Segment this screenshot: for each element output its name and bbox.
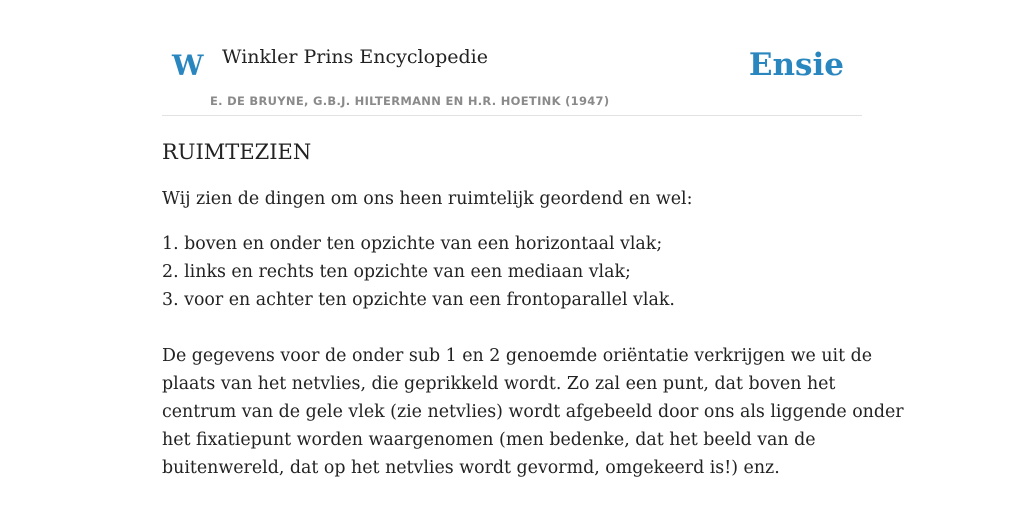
paragraph-line: De gegevens voor de onder sub 1 en 2 genoemde oriëntatie verkrijgen we uit de — [162, 346, 873, 367]
paragraph-line: plaats van het netvlies, die geprikkeld wordt. Zo zal een punt, dat boven het — [162, 374, 836, 395]
article-body — [162, 138, 904, 482]
list-item: 3. voor en achter ten opzichte van een frontoparallel vlak. — [162, 290, 675, 311]
paragraph-line: buitenwereld, dat op het netvlies wordt gevormd, omgekeerd is!) enz. — [162, 458, 780, 479]
paragraph-line-with-link: centrum van de gele vlek (zie netvlies) wordt afgebeeld door ons als liggende onder — [162, 402, 904, 423]
site-header — [162, 0, 862, 116]
article-paragraph — [162, 342, 904, 482]
book-authors: E. DE BRUYNE, G.B.J. HILTERMANN EN H.R. HOETINK (1947) — [210, 94, 610, 108]
list-item: 1. boven en onder ten opzichte van een horizontaal vlak; — [162, 234, 663, 255]
list-item: 2. links en rechts ten opzichte van een mediaan vlak; — [162, 262, 631, 283]
book-title[interactable]: Winkler Prins Encyclopedie — [222, 46, 488, 68]
article-title: RUIMTEZIEN — [162, 140, 312, 164]
article-intro: Wij zien de dingen om ons heen ruimtelijk geordend en wel: — [162, 189, 693, 210]
ensie-logo[interactable]: Ensie — [748, 47, 844, 83]
orientation-list — [162, 230, 862, 314]
winkler-prins-logo[interactable]: W — [172, 49, 204, 82]
paragraph-line: het fixatiepunt worden waargenomen (men bedenke, dat het beeld van de — [162, 430, 816, 451]
